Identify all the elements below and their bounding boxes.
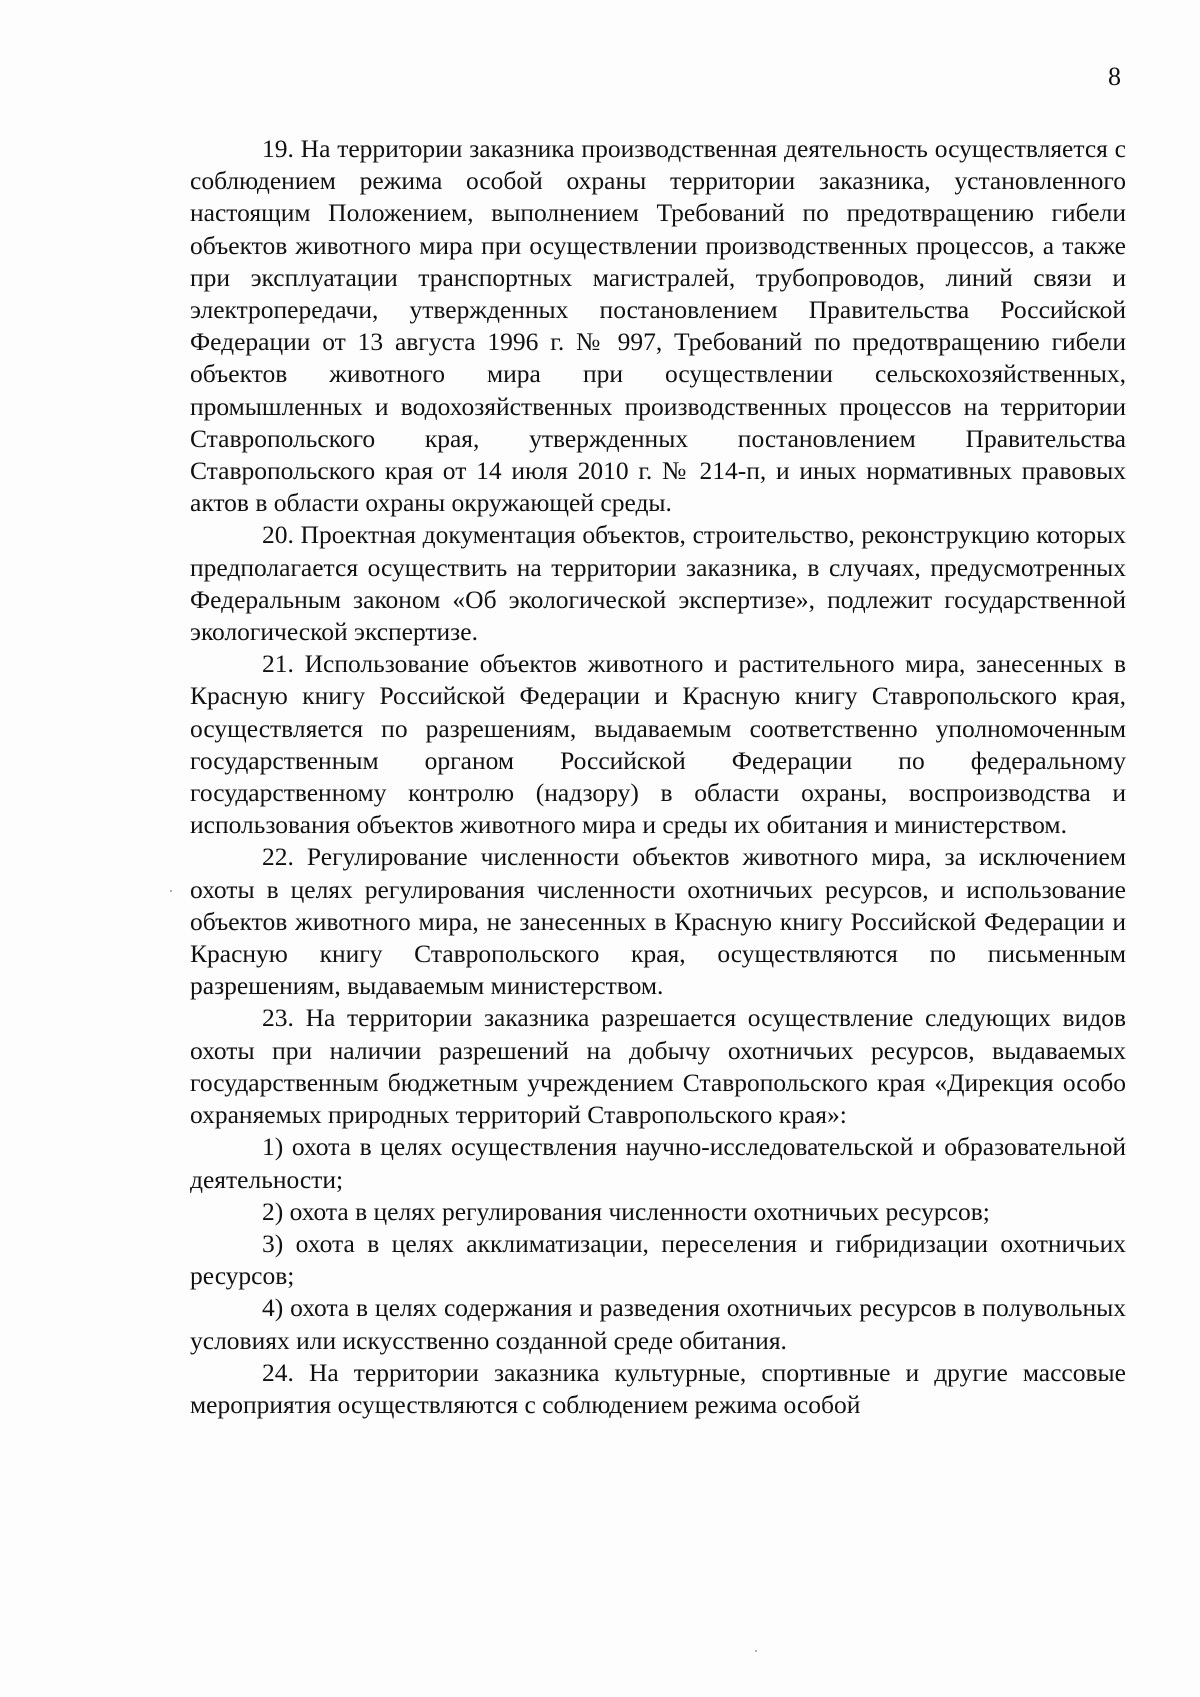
paragraph-24: 24. На территории заказника культурные, спортивные и другие массовые мероприятия осуществляются с соблюдением режима особой: [190, 1357, 1126, 1419]
paragraph-20: 20. Проектная документация объектов, строительство, реконструкцию которых предполагается осуществить на территории заказника, в случаях, предусмотренных Федеральным законом «Об экологической экспертизе», подлежит государственной экологической экспертизе.: [190, 520, 1126, 647]
scan-speck: [170, 890, 172, 892]
paragraph-19: 19. На территории заказника производственная деятельность осуществляется с соблюдением режима особой охраны территории заказника, установленного настоящим Положением, выполнением Требований по предотвращению гибели объектов животного мира при осуществлении производственных процессов, а также при эксплуатации транспортных магистралей, трубопроводов, линий связи и электропередачи, утвержденных постановлением Правительства Российской Федерации от 13 августа 1996 г. № 997, Требований по предотвращению гибели объектов животного мира при осуществлении сельскохозяйственных, промышленных и водохозяйственных производственных процессов на территории Ставропольского края, утвержденных постановлением Правительства Ставропольского края от 14 июля 2010 г. № 214-п, и иных нормативных правовых актов в области охраны окружающей среды.: [190, 134, 1126, 518]
document-body: [190, 133, 1126, 1421]
list-item-2: 2) охота в целях регулирования численности охотничьих ресурсов;: [262, 1196, 990, 1226]
list-item-3: 3) охота в целях акклиматизации, переселения и гибридизации охотничьих ресурсов;: [190, 1228, 1126, 1291]
list-item-1: 1) охота в целях осуществления научно-исследовательской и образовательной деятельности;: [190, 1132, 1126, 1194]
paragraph-21: 21. Использование объектов животного и растительного мира, занесенных в Красную книгу Российской Федерации и Красную книгу Ставропольского края, осуществляется по разрешениям, выдаваемым соответственно уполномоченным государственным органом Российской Федерации по федеральному государственному контролю (надзору) в области охраны, воспроизводства и использования объектов животного мира и среды их обитания и министерством.: [190, 649, 1126, 840]
paragraph-22: 22. Регулирование численности объектов животного мира, за исключением охоты в целях регулирования численности охотничьих ресурсов, и использование объектов животного мира, не занесенных в Красную книгу Российской Федерации и Красную книгу Ставропольского края, осуществляются по письменным разрешениям, выдаваемым министерством.: [190, 842, 1126, 1001]
scan-speck: [755, 1650, 757, 1652]
page-number: 8: [1108, 62, 1121, 91]
list-item-4: 4) охота в целях содержания и разведения охотничьих ресурсов в полувольных условиях или искусственно созданной среде обитания.: [190, 1293, 1126, 1355]
paragraph-23: 23. На территории заказника разрешается осуществление следующих видов охоты при наличии разрешений на добычу охотничьих ресурсов, выдаваемых государственным бюджетным учреждением Ставропольского края «Дирекция особо охраняемых природных территорий Ставропольского края»:: [190, 1003, 1126, 1130]
